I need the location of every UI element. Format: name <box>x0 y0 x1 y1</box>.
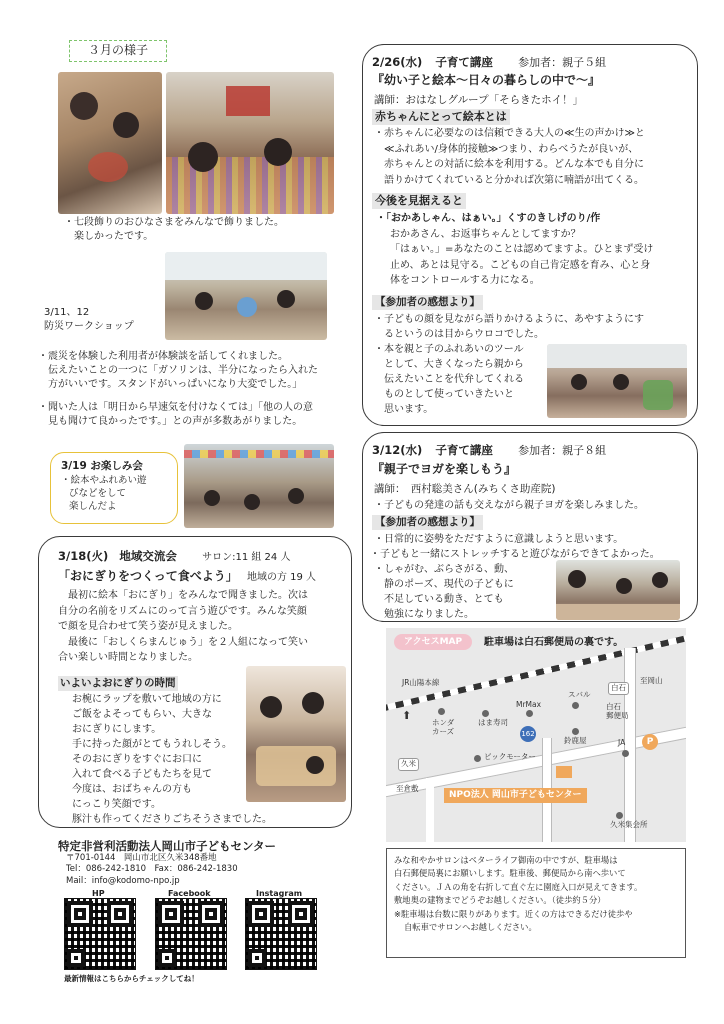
qr-hp-icon[interactable] <box>64 898 136 970</box>
lecture2-head: 【参加者の感想より】 <box>372 515 483 530</box>
map-label-to-okayama: 至岡山 <box>640 676 663 685</box>
fun-title: 3/19 お楽しみ会 <box>61 460 143 472</box>
fun-box: 3/19 お楽しみ会 ・絵本やふれあい遊 びなどをして 楽しんだよ <box>50 452 178 524</box>
photo-hina-decorating <box>58 72 162 214</box>
map-label-post: 白石 郵便局 <box>606 702 629 720</box>
qr-hp-label: HP <box>92 889 105 898</box>
access-text: みな和やかサロンはベターライフ御南の中ですが、駐車場は 白石郵便局裏にお願いします。駐車後、郵便局から南へ歩いて ください。ＪＡの角を右折して直ぐ左に園庭入口が見えてきます。 敷地奥の建物までどうぞお越しください。（徒歩約５分） ※駐車場は台数に限りがあります。近くの方はできるだけ徒歩や 自転車でサロンへお越しください。 <box>394 855 643 933</box>
bousai-text: ・震災を体験した利用者が体験談を話してくれました。 伝えたいことの一つに「ガソリンは、半分になったら入れた 方がいいです。スタンドがいっぱいになり大変でした。」 ・聞いた人は「明日から早速気を付けなくては」「他の人の意 見も聞けて良かったです。」との声が多数あがりました。 <box>38 351 318 427</box>
bousai-label: 3/11、12 防災ワークショップ <box>44 307 134 333</box>
lecture2-lecturer: 講師： 西村聡美さん(みちくさ助産院) <box>374 483 556 495</box>
map-label-jr: JR山陽本線 <box>402 678 440 687</box>
caption-hina: ・七段飾りのおひなさまをみんなで飾りました。 楽しかったです。 <box>64 217 284 243</box>
photo-hina-dolls <box>166 72 334 214</box>
org-name: 特定非営利活動法人岡山市子どもセンター <box>58 839 277 853</box>
map-label-to-kurashiki: 至倉敷 <box>396 784 419 793</box>
qr-facebook-icon[interactable] <box>155 898 227 970</box>
map-label-ja: JA <box>618 738 626 747</box>
lecture1-block1: ・赤ちゃんに必要なのは信頼できる大人の≪生の声かけ≫と ≪ふれあい/身体的接触≫つまり、わらべうたが良いが、 赤ちゃんとの対話に絵本を利用する。どんな本でも自分に 語りかけてくれていると分かれば次第に喃語が出てくる。 <box>374 128 645 186</box>
map-label-subaru: スバル <box>568 690 591 699</box>
map-label-big: ビックモーター <box>484 752 536 761</box>
onigiri-heading: いよいよおにぎりの時間 <box>60 677 176 689</box>
photo-fun-event <box>184 444 334 528</box>
map-label-shiraishi: 白石 <box>608 682 629 695</box>
march-heading: ３月の様子 <box>69 40 167 62</box>
map-label-suzuran: 鈴鹿屋 <box>564 736 587 745</box>
map-label-honda: ホンダ カーズ <box>432 718 455 736</box>
map-label-mrmax: MrMax <box>516 700 542 709</box>
qr-fb-label: Facebook <box>168 889 211 898</box>
map-parking-note: 駐車場は白石郵便局の裏です。 <box>484 637 624 648</box>
map-label-hamazushi: はま寿司 <box>478 718 508 727</box>
lecture1-header: 2/26(水) 子育て講座 参加者：親子５組 <box>372 55 607 69</box>
lecture1-head1: 赤ちゃんにとって絵本とは <box>372 109 510 125</box>
lecture1-lecturer: 講師：おはなしグループ「そらきたホイ！」 <box>374 94 584 106</box>
lecture2-header: 3/12(水) 子育て講座 参加者：親子８組 <box>372 443 607 457</box>
exchange-header: 3/18(火) 地域交流会 サロン:11 組 24 人 <box>58 549 291 563</box>
onigiri-text: お椀にラップを敷いて地域の方に ご飯をよそってもらい、大きな おにぎりにします。 手に持った顔がとてもうれしそう。 そのおにぎりをすぐにお口に 入れて食べる子どもたちを見て 今度は、おばちゃんの方も にっこり笑顔です。 豚汁も作ってくださりごちそうさまでした。 <box>72 694 272 825</box>
org-note: 最新情報はこちらからチェックしてね！ <box>64 974 199 983</box>
lecture1-block2: ・「おかあしゃん、はぁい。」くすのきしげのり/作 おかあさん、お返事ちゃんとしてますか？ 「はぁい。」=あなたのことは認めてますよ。ひとまず受け 止め、あとは見守る。こどもの自己肯定感を育み、心と身 体をコントロールする力になる。 <box>376 213 654 286</box>
exchange-subtitle: 「おにぎりをつくって食べよう」 地域の方 19 人 <box>58 569 317 583</box>
org-contact: 〒701-0144 岡山市北区久米348番地 Tel：086-242-1810 Fax：086-242-1830 Mail：info@kodomo-npo.jp <box>66 853 238 886</box>
lecture1-head3: 【参加者の感想より】 <box>372 295 483 310</box>
photo-yoga <box>556 560 680 620</box>
map-badge: アクセスMAP <box>394 634 472 650</box>
map-parking-icon: P <box>642 734 658 750</box>
lecture1-comments: ・子どもの顔を見ながら語りかけるように、あやすようにす るというのは目からウロコでした。 ・本を親と子のふれあいのツール として、大きくなったら親から 伝えたいことを代弁してくれる ものとして使っていきたいと 思います。 <box>374 314 644 415</box>
photo-ehon-lecture <box>547 344 687 418</box>
map-compass: ⬆ <box>402 709 412 722</box>
map-label-kume-hall: 久米集会所 <box>610 820 648 829</box>
lecture2-subtitle: 『親子でヨガを楽しもう』 <box>372 462 517 476</box>
photo-onigiri <box>246 666 346 802</box>
map-label-kume: 久米 <box>398 758 419 771</box>
map-center-label: NPO法人 岡山市子どもセンター <box>444 788 587 803</box>
lecture2-comments: ・日常的に姿勢をただすように意識しようと思います。 ・子どもと一緒にストレッチすると遊びながらできてよかった。 ・しゃがむ、ぶらさがる、動、 静のポーズ、現代の子どもに 不足している動き、とても 勉強になりました。 <box>370 534 660 620</box>
lecture2-intro: ・子どもの発達の話も交えながら親子ヨガを楽しみました。 <box>374 500 644 511</box>
access-map <box>386 628 686 842</box>
lecture1-head2: 今後を見据えると <box>372 193 466 209</box>
qr-ig-label: Instagram <box>256 889 303 898</box>
lecture1-subtitle: 『幼い子と絵本～日々の暮らしの中で～』 <box>372 73 601 87</box>
exchange-body: 最初に絵本「おにぎり」をみんなで聞きました。次は 自分の名前をリズムにのって言う遊びです。みんな笑顔 で顔を見合わせて笑う姿が見えました。 最後に「おしくらまんじゅう」を２人組になって笑い 合い楽しい時間となりました。 <box>58 590 308 663</box>
photo-bousai-workshop <box>165 252 327 340</box>
qr-instagram-icon[interactable] <box>245 898 317 970</box>
map-route-icon: 162 <box>520 726 536 742</box>
